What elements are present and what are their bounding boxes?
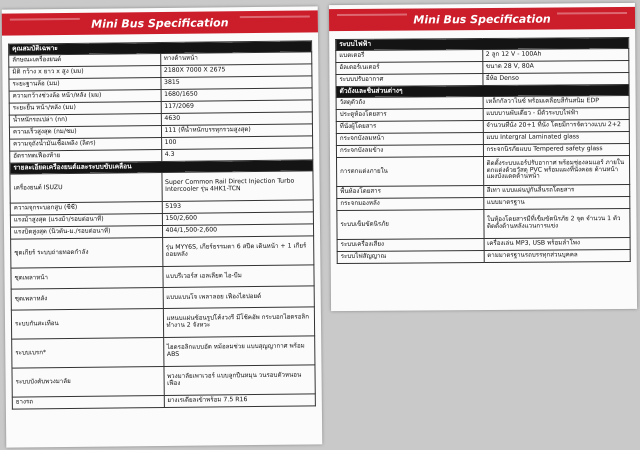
spec-value: รุ่น MYY6S, เกียร์ธรรมดา 6 สปีด เดินหน้า + 1 เกียร์ถอยหลัง xyxy=(162,236,314,267)
spec-value: แบบบานพับเดี่ยว - มีตัวระบบไฟฟ้า xyxy=(483,107,630,120)
spec-row xyxy=(337,249,630,263)
spec-label: อัตราทดเฟืองท้าย xyxy=(10,150,162,164)
spec-value: 3815 xyxy=(160,76,312,90)
spec-value: แบบแบนโจ เพลาลอย เฟืองไฮปอยด์ xyxy=(163,286,315,309)
spec-label: มิติ กว้าง x ยาว x สูง (มม) xyxy=(9,66,161,80)
spec-label: ระบบกันสะเทือน xyxy=(11,308,163,339)
spec-value: ยี่ห้อ Denso xyxy=(482,72,629,85)
spec-label: ระบบไฟสัญญาณ xyxy=(337,250,484,263)
spec-value: 2 ลูก 12 V - 100Ah xyxy=(482,48,629,61)
spec-value: ทางด้านหน้า xyxy=(160,52,312,66)
spec-label: ความเร็วสูงสุด (กม/ชม) xyxy=(9,126,161,140)
spec-value: เครื่องเล่น MP3, USB พร้อมลำโพง xyxy=(484,237,631,250)
spec-value: 117/2069 xyxy=(161,100,313,114)
spec-value: 150/2,600 xyxy=(162,212,314,226)
spec-label: ระบบเข็มขัดนิรภัย xyxy=(337,209,484,239)
spec-label: น้ำหนักรถเปล่า (กก) xyxy=(9,114,161,128)
spec-label: ระยะยื่น หน้า/หลัง (มม) xyxy=(9,102,161,116)
spec-label: แบตเตอรี่ xyxy=(336,50,483,63)
spec-label: ระบบปรับอากาศ xyxy=(336,74,483,87)
spec-value: กระจกนิรภัยแบบ Tempered safety glass xyxy=(483,143,630,156)
spec-value: ตามมาตรฐานรถบรรทุกส่วนบุคคล xyxy=(484,249,631,262)
spec-value: พวงมาลัยเพาเวอร์ แบบลูกปืนหมุน วนรอบตัวหนอนเฟือง xyxy=(163,365,315,396)
spec-value: ในห้องโดยสารมีที่เข็มขัดนิรภัย 2 จุด จำนวน 1 ตัว ติดตั้งด้านหลังแวนการแข่ง xyxy=(483,208,630,238)
spec-label: พื้นห้องโดยสาร xyxy=(337,185,484,198)
spec-label: ความจุกระบอกสูบ (ซีซี) xyxy=(10,202,162,216)
spec-row xyxy=(11,236,314,268)
spec-row xyxy=(337,155,630,186)
section-header-label: คุณสมบัติเฉพาะ xyxy=(9,41,312,55)
spec-label: ระบบเครื่องเสียง xyxy=(337,238,484,251)
spec-row xyxy=(12,394,315,409)
section-header-label: ระบบไฟฟ้า xyxy=(336,37,629,50)
spec-label: ประตูห้องโดยสาร xyxy=(336,109,483,122)
spec-row xyxy=(11,307,314,339)
spec-value: แหนบแผ่นซ้อนรูปโค้งวงรี มีโช้คอัพ กระบอกไฮดรอลิกทำงาน 2 จังหวะ xyxy=(163,307,315,338)
spec-value: Super Common Rail Direct Injection Turbo Intercooler รุ่น 4HK1-TCN xyxy=(161,171,313,202)
spec-label: ระยะฐานล้อ (มม) xyxy=(9,78,161,92)
spec-label: ยางรถ xyxy=(12,395,164,409)
spec-value: สีเทา แบบแผ่นปูกันลื่นรถโดยสาร xyxy=(483,184,630,197)
spec-row xyxy=(12,336,315,368)
spec-label: แรงม้าสูงสุด (แรงม้า/รอบต่อนาที) xyxy=(10,214,162,228)
spec-value: ขนาด 28 V, 80A xyxy=(482,60,629,73)
spec-label: วัสดุตัวถัง xyxy=(336,97,483,110)
spec-value: จำนวนที่นั่ง 20+1 ที่นั่ง โดยมีการจัดวางแบบ 2+2 xyxy=(483,119,630,132)
spec-label: ชุดเพลาหลัง xyxy=(11,287,163,310)
spec-label: ชุดเกียร์ ระบบถ่ายทอดกำลัง xyxy=(11,237,163,268)
spec-value: ยางเรเดียลเข้าพร้อม 7.5 R16 xyxy=(164,394,316,408)
spec-value: ติดตั้งระบบแอร์ปรับอากาศ พร้อมช่องลมแอร์ ภายในตกแต่งด้วยวัสดุ PVC พร้อมแผงที่นั่งคอย ด้านหน้าแผงบังแดดด้านหน้า xyxy=(483,155,630,185)
spec-value: ไฮดรอลิกแบบอัด หม้อลมช่วย แบบสุญญากาศ พร้อม ABS xyxy=(163,336,315,367)
spec-value: แบบ Intergral Laminated glass xyxy=(483,131,630,144)
page-title: Mini Bus Specification xyxy=(413,12,551,26)
spec-value: 1680/1650 xyxy=(161,88,313,102)
spec-value: 2180X 7000 X 2675 xyxy=(160,64,312,78)
spec-label: การตกแต่งภายใน xyxy=(337,157,484,187)
spec-row xyxy=(12,365,315,397)
spec-label: เครื่องยนต์ ISUZU xyxy=(10,173,162,204)
spec-label: ที่นั่งผู้โดยสาร xyxy=(336,121,483,134)
page-title: Mini Bus Specification xyxy=(91,15,229,31)
spec-value: 5193 xyxy=(162,200,314,214)
spec-value: 404/1,500-2,600 xyxy=(162,224,314,238)
page-title-band xyxy=(2,10,318,35)
spec-row xyxy=(337,208,630,239)
section-header-label: ตัวถังและชิ้นส่วนต่างๆ xyxy=(336,84,629,97)
spec-value: แบบรีเวอร์ส เอลเลียต ไอ-บีม xyxy=(162,265,314,288)
spec-value: แบบมาตรฐาน xyxy=(483,196,630,209)
page-title-band xyxy=(329,7,635,31)
spec-label: กระจกบังลมหน้า xyxy=(336,133,483,146)
spec-label: ระบบบังคับพวงมาลัย xyxy=(12,366,164,397)
spec-table-right xyxy=(335,37,631,264)
spec-label: ลักษณะเครื่องยนต์ xyxy=(9,54,161,68)
spec-label: อัลเตอร์เนเตอร์ xyxy=(336,62,483,75)
spec-label: ความจุถังน้ำมันเชื้อเพลิง (ลิตร) xyxy=(10,138,162,152)
spec-label: กระจกบังลมข้าง xyxy=(336,145,483,158)
spec-table-left xyxy=(8,40,316,409)
spec-value: 4630 xyxy=(161,112,313,126)
spec-value: 4.3 xyxy=(161,148,313,162)
spec-page-right xyxy=(329,3,637,311)
section-header-label: รายละเอียดเครื่องยนต์และระบบขับเคลื่อน xyxy=(10,160,313,174)
spec-value: เหล็กกัลวาไนซ์ พร้อมเคลือบสีกันสนิม EDP xyxy=(483,95,630,108)
spec-label: กระจกมองหลัง xyxy=(337,197,484,210)
spec-label: ความกว้างช่วงล้อ หน้า/หลัง (มม) xyxy=(9,90,161,104)
spec-value: 111 (ที่น้ำหนักบรรทุกรวมสูงสุด) xyxy=(161,124,313,138)
spec-label: ชุดเพลาหน้า xyxy=(11,266,163,289)
spec-value: 100 xyxy=(161,136,313,150)
spec-row xyxy=(10,171,313,203)
spec-page-left xyxy=(2,6,323,447)
spec-label: ระบบเบรก* xyxy=(12,337,164,368)
spec-label: แรงบิดสูงสุด (นิวตัน-ม./รอบต่อนาที) xyxy=(10,226,162,240)
